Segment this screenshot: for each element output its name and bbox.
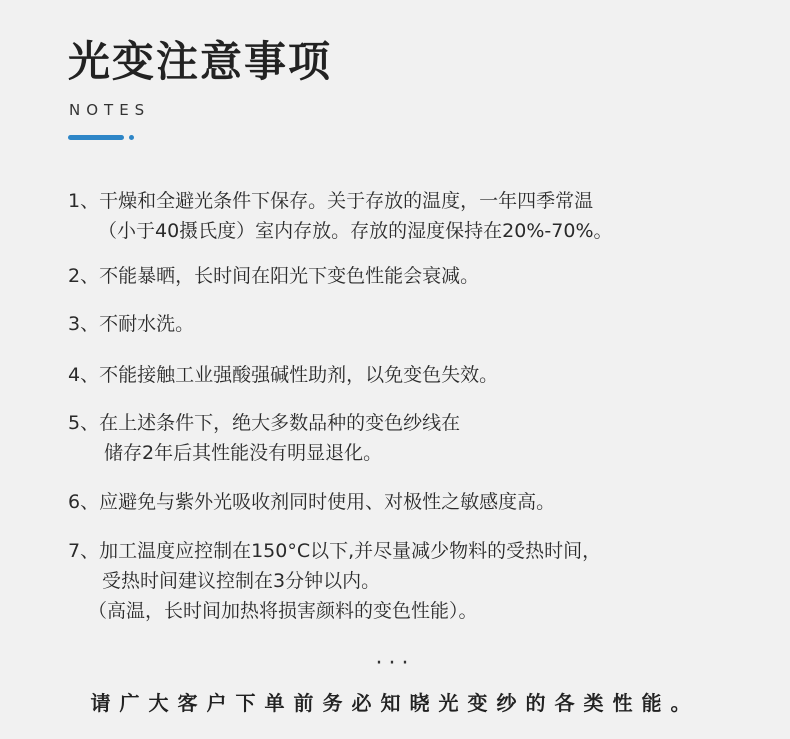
note-text: 应避免与紫外光吸收剂同时使用、对极性之敏感度高。 [99, 491, 556, 513]
note-line: （高温，长时间加热将损害颜料的变色性能）。 [88, 600, 478, 622]
note-line: （小于40摄氏度）室内存放。存放的湿度保持在20%-70%。 [98, 220, 613, 242]
page-title: 光变注意事项 [68, 37, 333, 86]
note-item-3 [68, 309, 768, 339]
note-number: 2、 [68, 265, 100, 287]
note-line [68, 309, 768, 339]
note-number: 6、 [68, 491, 100, 513]
note-line [68, 487, 768, 517]
note-line [68, 186, 768, 216]
note-number: 1、 [68, 190, 100, 212]
note-line [68, 408, 768, 438]
note-line: 受热时间建议控制在3分钟以内。 [102, 570, 381, 592]
note-number: 4、 [68, 364, 100, 386]
note-item-5 [68, 408, 768, 468]
note-item-1 [68, 186, 768, 246]
note-item-4 [68, 360, 768, 390]
page-subtitle: NOTES [69, 101, 151, 119]
note-text: 不耐水洗。 [99, 313, 195, 335]
note-line [68, 536, 768, 566]
note-line [68, 261, 768, 291]
note-text: 不能暴晒，长时间在阳光下变色性能会衰减。 [99, 265, 480, 287]
note-text: 干燥和全避光条件下保存。关于存放的温度，一年四季常温 [99, 190, 594, 212]
note-text: 不能接触工业强酸强碱性助剂，以免变色失效。 [99, 364, 499, 386]
note-item-7 [68, 536, 768, 626]
note-number: 3、 [68, 313, 100, 335]
note-text: 在上述条件下，绝大多数品种的变色纱线在 [99, 412, 461, 434]
note-line: 储存2年后其性能没有明显退化。 [104, 442, 383, 464]
note-text: 加工温度应控制在150°C以下,并尽量减少物料的受热时间， [99, 540, 602, 562]
note-line [68, 360, 768, 390]
note-item-6 [68, 487, 768, 517]
accent-dot [129, 135, 134, 140]
footer-notice: 请广大客户下单前务必知晓光变纱的各类性能。 [90, 691, 700, 715]
ellipsis: ··· [375, 651, 415, 676]
accent-bar [68, 135, 124, 140]
note-number: 5、 [68, 412, 100, 434]
note-item-2 [68, 261, 768, 291]
note-number: 7、 [68, 540, 100, 562]
